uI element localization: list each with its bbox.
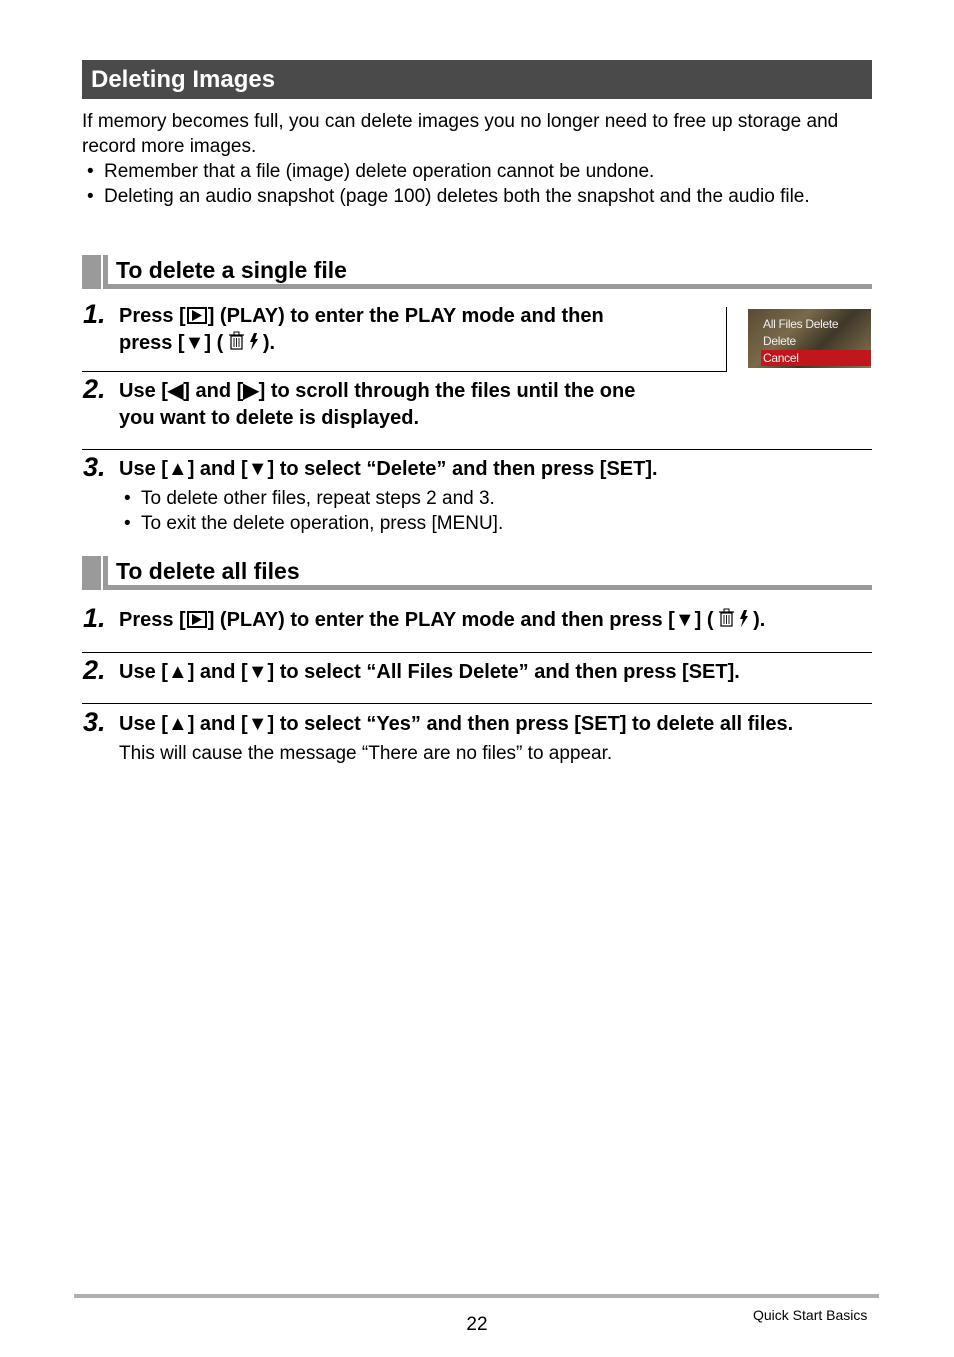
play-icon <box>187 611 207 628</box>
menu-item-delete: Delete <box>763 334 796 348</box>
section-name: Quick Start Basics <box>753 1307 868 1323</box>
step-number: 2. <box>83 655 106 685</box>
camera-screen-image <box>748 309 871 368</box>
divider <box>82 371 727 372</box>
single-step-1: Press [ ] (PLAY) to enter the PLAY mode and then press [▼] ( ). <box>119 303 729 359</box>
intro-text: If memory becomes full, you can delete images you no longer need to free up storage and record more images. <box>82 111 839 157</box>
footer-rule <box>74 1294 879 1298</box>
menu-item-cancel: Cancel <box>763 351 799 365</box>
trash-flash-icon <box>719 608 753 636</box>
section-heading-all: To delete all files <box>82 556 872 590</box>
single-step-3: Use [▲] and [▼] to select “Delete” and then press [SET]. <box>119 458 658 480</box>
play-icon <box>187 307 207 324</box>
trash-flash-icon <box>229 331 263 359</box>
step-number: 1. <box>83 603 106 633</box>
step-number: 3. <box>83 452 106 482</box>
all-step-1: Press [ ] (PLAY) to enter the PLAY mode and then press [▼] ( ). <box>119 607 879 636</box>
section-heading-single: To delete a single file <box>82 255 872 289</box>
all-step-3: Use [▲] and [▼] to select “Yes” and then press [SET] to delete all files. <box>119 713 794 735</box>
step-number: 2. <box>83 374 106 404</box>
divider <box>82 703 872 704</box>
divider <box>82 652 872 653</box>
page-number: 22 <box>466 1314 488 1335</box>
divider <box>82 449 872 450</box>
single-step-2: Use [◀] and [▶] to scroll through the files until the one you want to delete is displayed. <box>119 380 636 429</box>
step-number: 3. <box>83 707 106 737</box>
step-number: 1. <box>83 299 106 329</box>
step-note: This will cause the message “There are no files” to appear. <box>119 743 613 764</box>
page-title: Deleting Images <box>82 60 872 99</box>
menu-item-all-files-delete: All Files Delete <box>763 317 839 331</box>
all-step-2: Use [▲] and [▼] to select “All Files Delete” and then press [SET]. <box>119 661 740 683</box>
divider <box>726 307 727 371</box>
